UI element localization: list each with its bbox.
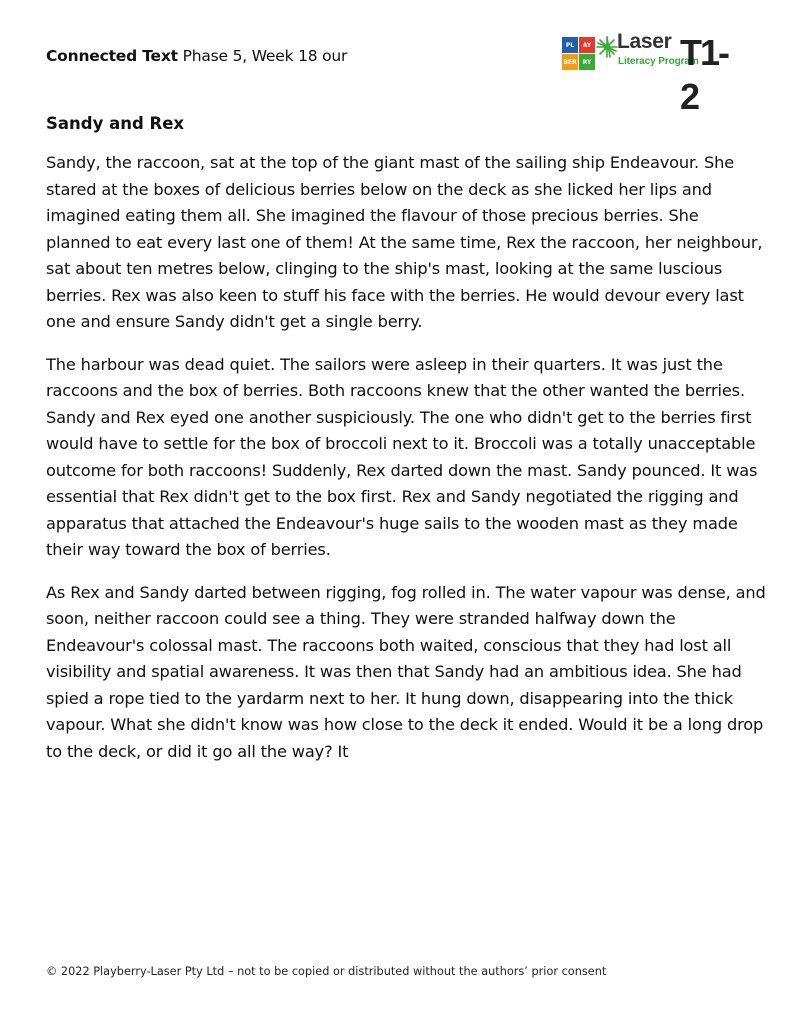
logo-tile: PL [562,37,578,53]
laser-burst-icon [596,36,618,58]
logo-level: T1-2 [680,32,728,117]
story-paragraph: The harbour was dead quiet. The sailors were asleep in their quarters. It was just the raccoons and the box of berries. Both raccoons knew that the other wanted the berries. Sandy and Rex eyed one another suspiciously. The one who didn't get to the berries first would have to settle for the box of broccoli next to it. Broccoli was a totally unacceptable outcome for both raccoons! Suddenly, Rex darted down the mast. Sandy pounced. It was essential that Rex didn't get to the box first. Rex and Sandy negotiated the rigging and apparatus that attached the Endeavour's huge sails to the wooden mast as they made their way toward the box of berries. [46,354,758,559]
story-paragraph: As Rex and Sandy darted between rigging, fog rolled in. The water vapour was dense, and soon, neither raccoon could see a thing. They were stranded halfway down the Endeavour's colossal mast. The raccoons both waited, conscious that they had lost all visibility and spatial awareness. It was then that Sandy had an ambitious idea. She had spied a rope tied to the yardarm next to her. It hung down, disappearing into the thick vapour. What she didn't know was how close to the deck it ended. Would it be a long drop to the deck, or did it go all the way? It [46,582,766,761]
story-body [46,150,766,781]
laser-logo [562,30,744,117]
playberry-tiles-icon [562,37,595,70]
logo-tile: RY [579,54,595,70]
story-title: Sandy and Rex [46,114,185,133]
logo-tile: AY [579,37,595,53]
story-paragraph: Sandy, the raccoon, sat at the top of the giant mast of the sailing ship Endeavour. She stared at the boxes of delicious berries below on the deck as she licked her lips and imagined eating them all. She imagined the flavour of those precious berries. She planned to eat every last one of them! At the same time, Rex the raccoon, her neighbour, sat about ten metres below, clinging to the ship's mast, looking at the same luscious berries. Rex was also keen to stuff his face with the berries. He would devour every last one and ensure Sandy didn't get a single berry. [46,153,763,331]
header-label-rest: Phase 5, Week 18 our [177,47,348,65]
logo-tile: BER [562,54,578,70]
copyright-footer: © 2022 Playberry-Laser Pty Ltd – not to be copied or distributed without the authors’ prior consent [46,965,607,978]
logo-subtitle: Literacy Program [618,56,699,67]
header-label-bold: Connected Text [46,47,178,65]
page-header [46,47,347,65]
logo-wordmark: Laser [617,30,672,53]
